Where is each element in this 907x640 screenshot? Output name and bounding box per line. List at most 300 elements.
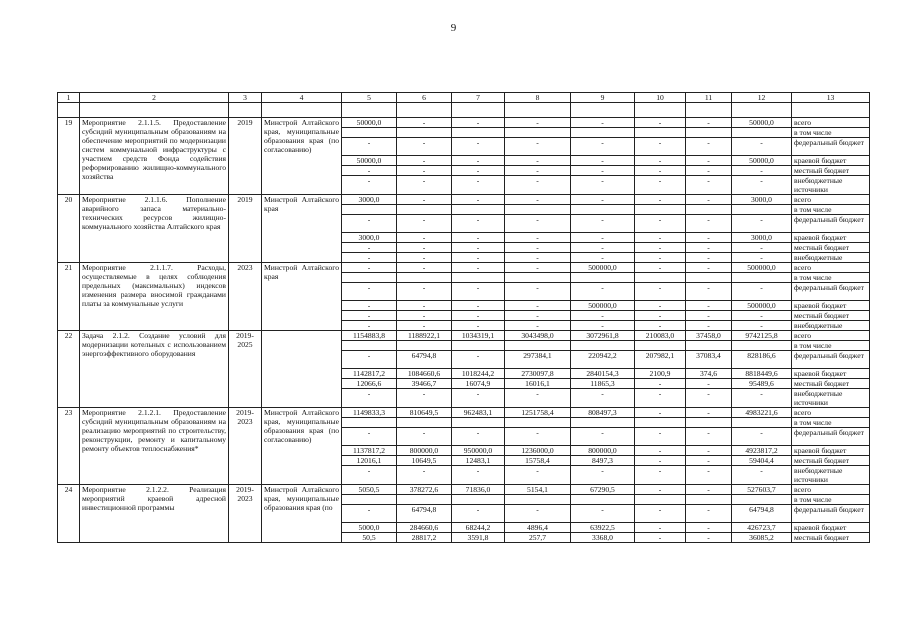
value-cell: - xyxy=(342,505,397,523)
value-cell: - xyxy=(635,176,686,195)
value-cell: 3000,0 xyxy=(732,233,792,243)
value-cell: - xyxy=(505,215,571,233)
value-cell: - xyxy=(452,166,505,176)
value-cell: - xyxy=(505,195,571,205)
row-year: 2019 xyxy=(229,195,262,263)
source-label: местный бюджет xyxy=(792,533,870,543)
source-label: внебюджетные xyxy=(792,321,870,331)
value-cell: - xyxy=(342,351,397,369)
value-cell: - xyxy=(686,456,732,466)
source-label: местный бюджет xyxy=(792,166,870,176)
value-cell xyxy=(635,341,686,351)
header-row xyxy=(58,93,870,103)
source-label: внебюджетные источники xyxy=(792,176,870,195)
value-cell: - xyxy=(635,138,686,156)
value-cell: 95489,6 xyxy=(732,379,792,389)
value-cell: 4896,4 xyxy=(505,523,571,533)
value-cell: - xyxy=(342,166,397,176)
value-cell: 527603,7 xyxy=(732,485,792,495)
value-cell: - xyxy=(397,243,452,253)
value-cell xyxy=(732,128,792,138)
source-label: местный бюджет xyxy=(792,311,870,321)
source-label: федеральный бюджет xyxy=(792,215,870,233)
value-cell xyxy=(342,205,397,215)
value-cell: - xyxy=(452,301,505,311)
value-cell: - xyxy=(635,523,686,533)
value-cell: - xyxy=(686,408,732,418)
value-cell xyxy=(635,418,686,428)
value-cell: - xyxy=(397,321,452,331)
value-cell: - xyxy=(452,215,505,233)
value-cell: - xyxy=(635,311,686,321)
value-cell: - xyxy=(505,505,571,523)
value-cell: - xyxy=(342,283,397,301)
value-cell: 800000,0 xyxy=(397,446,452,456)
value-cell xyxy=(505,341,571,351)
value-cell: 4923817,2 xyxy=(732,446,792,456)
value-cell: 67290,5 xyxy=(571,485,635,495)
value-cell: 1188922,1 xyxy=(397,331,452,341)
value-cell: - xyxy=(732,215,792,233)
row-year: 2019-2025 xyxy=(229,331,262,408)
value-cell: - xyxy=(635,446,686,456)
value-cell: - xyxy=(571,311,635,321)
value-cell: - xyxy=(397,166,452,176)
value-cell: - xyxy=(505,466,571,485)
header-cell: 1 xyxy=(58,93,80,103)
header-cell: 8 xyxy=(505,93,571,103)
value-cell: - xyxy=(686,156,732,166)
value-cell xyxy=(397,341,452,351)
value-cell: - xyxy=(452,233,505,243)
value-cell: 5154,1 xyxy=(505,485,571,495)
row-name: Мероприятие 2.1.1.5. Предоставление субсидий муниципальным образованиям на обеспечение мероприятий по модернизации систем коммунальной инфраструктуры с участием средств Фонда содействия реформированию жилищно-коммунального хозяйства xyxy=(80,118,229,195)
value-cell xyxy=(505,418,571,428)
row-name: Мероприятие 2.1.2.2. Реализация мероприятий краевой адресной инвестиционной программы xyxy=(80,485,229,543)
value-cell: - xyxy=(635,485,686,495)
value-cell: 3072961,8 xyxy=(571,331,635,341)
source-label: местный бюджет xyxy=(792,456,870,466)
value-cell: - xyxy=(686,301,732,311)
value-cell: 68244,2 xyxy=(452,523,505,533)
value-cell: 39466,7 xyxy=(397,379,452,389)
value-cell: - xyxy=(635,408,686,418)
source-label: в том числе xyxy=(792,205,870,215)
value-cell: 28817,2 xyxy=(397,533,452,543)
value-cell: - xyxy=(342,321,397,331)
value-cell: 3000,0 xyxy=(342,233,397,243)
value-cell: - xyxy=(686,533,732,543)
value-cell: - xyxy=(635,456,686,466)
value-cell xyxy=(342,418,397,428)
value-cell: - xyxy=(397,215,452,233)
source-label: краевой бюджет xyxy=(792,301,870,311)
value-cell: 37083,4 xyxy=(686,351,732,369)
value-cell: 1236000,0 xyxy=(505,446,571,456)
value-cell: - xyxy=(505,283,571,301)
value-cell: 37458,0 xyxy=(686,331,732,341)
value-cell xyxy=(686,495,732,505)
value-cell: - xyxy=(452,321,505,331)
value-cell xyxy=(635,495,686,505)
value-cell: 284660,6 xyxy=(397,523,452,533)
value-cell: - xyxy=(686,215,732,233)
value-cell: - xyxy=(397,301,452,311)
value-cell: 257,7 xyxy=(505,533,571,543)
value-cell: 500000,0 xyxy=(732,263,792,273)
value-cell: - xyxy=(571,166,635,176)
row-number: 24 xyxy=(58,485,80,543)
row-name: Мероприятие 2.1.1.6. Пополнение аварийного запаса материально-технических ресурсов жилищно-коммунального хозяйства Алтайского края xyxy=(80,195,229,263)
value-cell xyxy=(342,341,397,351)
value-cell: - xyxy=(686,485,732,495)
value-cell: - xyxy=(397,156,452,166)
value-cell: - xyxy=(571,321,635,331)
row-year: 2019-2023 xyxy=(229,408,262,485)
value-cell: - xyxy=(397,283,452,301)
source-label: местный бюджет xyxy=(792,379,870,389)
source-label: краевой бюджет xyxy=(792,446,870,456)
value-cell: - xyxy=(635,263,686,273)
value-cell: 3591,8 xyxy=(452,533,505,543)
value-cell: 207982,1 xyxy=(635,351,686,369)
value-cell: - xyxy=(452,263,505,273)
value-cell: - xyxy=(571,283,635,301)
value-cell xyxy=(452,128,505,138)
value-cell: - xyxy=(635,505,686,523)
value-cell xyxy=(505,273,571,283)
value-cell: - xyxy=(452,176,505,195)
source-label: всего xyxy=(792,195,870,205)
value-cell: - xyxy=(635,533,686,543)
value-cell: - xyxy=(686,321,732,331)
header-cell: 10 xyxy=(635,93,686,103)
row-year: 2019 xyxy=(229,118,262,195)
value-cell: 1034319,1 xyxy=(452,331,505,341)
row-executor: Минстрой Алтайского края, муниципальные образования края (по согласованию) xyxy=(262,118,342,195)
source-label: краевой бюджет xyxy=(792,369,870,379)
value-cell: - xyxy=(397,263,452,273)
value-cell: - xyxy=(686,311,732,321)
value-cell: 12483,1 xyxy=(452,456,505,466)
value-cell: - xyxy=(686,428,732,446)
value-cell xyxy=(686,205,732,215)
value-cell: - xyxy=(397,466,452,485)
value-cell: - xyxy=(342,301,397,311)
value-cell: - xyxy=(452,283,505,301)
header-cell: 6 xyxy=(397,93,452,103)
row-executor: Минстрой Алтайского края xyxy=(262,195,342,263)
value-cell: - xyxy=(732,176,792,195)
value-cell: 950000,0 xyxy=(452,446,505,456)
value-cell xyxy=(686,418,732,428)
source-label: краевой бюджет xyxy=(792,233,870,243)
value-cell: - xyxy=(452,389,505,408)
value-cell: 9742125,8 xyxy=(732,331,792,341)
value-cell xyxy=(635,273,686,283)
value-cell: - xyxy=(571,505,635,523)
value-cell: 378272,6 xyxy=(397,485,452,495)
value-cell: 64794,8 xyxy=(397,505,452,523)
value-cell xyxy=(686,128,732,138)
value-cell: 297384,1 xyxy=(505,351,571,369)
value-cell: - xyxy=(571,428,635,446)
value-cell xyxy=(342,128,397,138)
spacer-row xyxy=(58,103,870,118)
value-cell: - xyxy=(686,466,732,485)
value-cell xyxy=(342,495,397,505)
value-cell: - xyxy=(342,215,397,233)
value-cell: 50000,0 xyxy=(342,156,397,166)
value-cell: 426723,7 xyxy=(732,523,792,533)
value-cell: 15758,4 xyxy=(505,456,571,466)
header-cell: 12 xyxy=(732,93,792,103)
value-cell: - xyxy=(571,389,635,408)
value-cell xyxy=(571,418,635,428)
value-cell: 5000,0 xyxy=(342,523,397,533)
value-cell xyxy=(397,418,452,428)
row-name: Задача 2.1.2. Создание условий для модернизации котельных с использованием энергоэффективного оборудования xyxy=(80,331,229,408)
value-cell: 2100,9 xyxy=(635,369,686,379)
value-cell: - xyxy=(397,253,452,263)
header-cell: 2 xyxy=(80,93,229,103)
row-year: 2023 xyxy=(229,263,262,331)
value-cell: 12066,6 xyxy=(342,379,397,389)
value-cell: - xyxy=(686,283,732,301)
source-label: федеральный бюджет xyxy=(792,283,870,301)
value-cell xyxy=(342,273,397,283)
value-cell: - xyxy=(635,428,686,446)
value-cell: 500000,0 xyxy=(571,301,635,311)
value-cell: - xyxy=(505,263,571,273)
source-label: всего xyxy=(792,485,870,495)
value-cell: - xyxy=(397,311,452,321)
source-label: всего xyxy=(792,331,870,341)
value-cell: - xyxy=(571,195,635,205)
value-cell xyxy=(397,205,452,215)
value-cell: - xyxy=(397,138,452,156)
source-label: всего xyxy=(792,118,870,128)
value-cell: - xyxy=(342,138,397,156)
value-cell: - xyxy=(452,505,505,523)
source-label: внебюджетные источники xyxy=(792,466,870,485)
row-number: 23 xyxy=(58,408,80,485)
value-cell: - xyxy=(635,233,686,243)
value-cell: - xyxy=(635,283,686,301)
header-cell: 4 xyxy=(262,93,342,103)
value-cell: - xyxy=(686,166,732,176)
value-cell: 800000,0 xyxy=(571,446,635,456)
value-cell xyxy=(452,418,505,428)
value-cell: 1149833,3 xyxy=(342,408,397,418)
value-cell: - xyxy=(571,215,635,233)
value-cell: - xyxy=(571,253,635,263)
value-cell xyxy=(505,495,571,505)
value-cell xyxy=(732,205,792,215)
value-cell: 500000,0 xyxy=(732,301,792,311)
row-executor: Минстрой Алтайского края, муниципальные образования края (по согласованию) xyxy=(262,408,342,485)
value-cell: - xyxy=(732,283,792,301)
value-cell: - xyxy=(686,176,732,195)
value-cell xyxy=(571,205,635,215)
value-cell: 220942,2 xyxy=(571,351,635,369)
value-cell: - xyxy=(505,253,571,263)
value-cell: - xyxy=(732,166,792,176)
value-cell: - xyxy=(452,118,505,128)
value-cell: 64794,8 xyxy=(732,505,792,523)
value-cell: - xyxy=(397,428,452,446)
value-cell: - xyxy=(686,233,732,243)
value-cell xyxy=(452,273,505,283)
value-cell: - xyxy=(686,263,732,273)
value-cell: - xyxy=(397,389,452,408)
value-cell: - xyxy=(635,243,686,253)
value-cell: 962483,1 xyxy=(452,408,505,418)
table-row xyxy=(58,263,870,273)
value-cell: - xyxy=(505,243,571,253)
value-cell: - xyxy=(342,389,397,408)
value-cell: - xyxy=(571,138,635,156)
value-cell: - xyxy=(505,166,571,176)
value-cell: - xyxy=(686,138,732,156)
value-cell xyxy=(571,341,635,351)
value-cell: - xyxy=(505,389,571,408)
value-cell: - xyxy=(397,118,452,128)
value-cell: - xyxy=(686,379,732,389)
value-cell: 4983221,6 xyxy=(732,408,792,418)
source-label: федеральный бюджет xyxy=(792,138,870,156)
table-row xyxy=(58,195,870,205)
value-cell: 16016,1 xyxy=(505,379,571,389)
value-cell xyxy=(686,273,732,283)
value-cell: - xyxy=(505,118,571,128)
source-label: местный бюджет xyxy=(792,243,870,253)
value-cell: 5050,5 xyxy=(342,485,397,495)
value-cell xyxy=(635,128,686,138)
value-cell: - xyxy=(635,215,686,233)
value-cell: - xyxy=(635,156,686,166)
value-cell: 50000,0 xyxy=(732,118,792,128)
source-label: краевой бюджет xyxy=(792,523,870,533)
value-cell: - xyxy=(635,389,686,408)
value-cell: - xyxy=(686,389,732,408)
value-cell: 50000,0 xyxy=(732,156,792,166)
value-cell: - xyxy=(635,195,686,205)
value-cell: - xyxy=(505,301,571,311)
value-cell: - xyxy=(686,253,732,263)
value-cell: 1154883,8 xyxy=(342,331,397,341)
value-cell: - xyxy=(342,263,397,273)
header-cell: 9 xyxy=(571,93,635,103)
value-cell: - xyxy=(505,321,571,331)
row-executor: Минстрой Алтайского края, муниципальные образования края (по xyxy=(262,485,342,543)
value-cell xyxy=(505,205,571,215)
value-cell: - xyxy=(571,233,635,243)
value-cell: 12016,1 xyxy=(342,456,397,466)
value-cell xyxy=(397,273,452,283)
value-cell: - xyxy=(732,389,792,408)
value-cell: - xyxy=(732,321,792,331)
row-number: 19 xyxy=(58,118,80,195)
source-label: в том числе xyxy=(792,341,870,351)
value-cell: - xyxy=(505,233,571,243)
value-cell: - xyxy=(635,166,686,176)
value-cell: - xyxy=(505,428,571,446)
value-cell xyxy=(452,495,505,505)
row-name: Мероприятие 2.1.1.7. Расходы, осуществляемые в целях соблюдения предельных (максимальных) индексов изменения размера вносимой гражданами платы за коммунальные услуги xyxy=(80,263,229,331)
value-cell: 36085,2 xyxy=(732,533,792,543)
source-label: федеральный бюджет xyxy=(792,351,870,369)
value-cell: - xyxy=(452,428,505,446)
value-cell: 1018244,2 xyxy=(452,369,505,379)
value-cell: - xyxy=(571,156,635,166)
value-cell: 1084660,6 xyxy=(397,369,452,379)
value-cell: 3043498,0 xyxy=(505,331,571,341)
value-cell: - xyxy=(686,243,732,253)
value-cell: 8497,3 xyxy=(571,456,635,466)
value-cell: - xyxy=(732,243,792,253)
value-cell: 3368,0 xyxy=(571,533,635,543)
source-label: всего xyxy=(792,263,870,273)
value-cell: - xyxy=(505,156,571,166)
value-cell: 3000,0 xyxy=(732,195,792,205)
value-cell: - xyxy=(635,466,686,485)
value-cell: 59404,4 xyxy=(732,456,792,466)
value-cell: - xyxy=(397,233,452,243)
row-executor xyxy=(262,331,342,408)
source-label: в том числе xyxy=(792,495,870,505)
value-cell xyxy=(732,341,792,351)
value-cell: 2730097,8 xyxy=(505,369,571,379)
value-cell: - xyxy=(686,523,732,533)
value-cell xyxy=(686,341,732,351)
value-cell: - xyxy=(452,243,505,253)
value-cell: - xyxy=(635,321,686,331)
value-cell: - xyxy=(452,138,505,156)
value-cell xyxy=(571,128,635,138)
value-cell: - xyxy=(505,311,571,321)
value-cell: - xyxy=(635,253,686,263)
value-cell: - xyxy=(686,505,732,523)
header-cell: 11 xyxy=(686,93,732,103)
source-label: краевой бюджет xyxy=(792,156,870,166)
row-executor: Минстрой Алтайского края xyxy=(262,263,342,331)
value-cell: - xyxy=(452,466,505,485)
value-cell: - xyxy=(635,118,686,128)
table-row xyxy=(58,485,870,495)
value-cell: - xyxy=(571,466,635,485)
value-cell: - xyxy=(571,176,635,195)
value-cell: - xyxy=(635,379,686,389)
value-cell: 50,5 xyxy=(342,533,397,543)
value-cell: - xyxy=(505,138,571,156)
source-label: федеральный бюджет xyxy=(792,428,870,446)
value-cell xyxy=(397,128,452,138)
header-cell: 13 xyxy=(792,93,870,103)
value-cell xyxy=(397,495,452,505)
value-cell: - xyxy=(635,301,686,311)
header-cell: 3 xyxy=(229,93,262,103)
value-cell: - xyxy=(452,195,505,205)
value-cell: - xyxy=(732,466,792,485)
value-cell: - xyxy=(732,253,792,263)
value-cell: 1142817,2 xyxy=(342,369,397,379)
value-cell: - xyxy=(397,195,452,205)
value-cell xyxy=(635,205,686,215)
value-cell xyxy=(452,341,505,351)
value-cell: - xyxy=(342,428,397,446)
value-cell: 1251758,4 xyxy=(505,408,571,418)
